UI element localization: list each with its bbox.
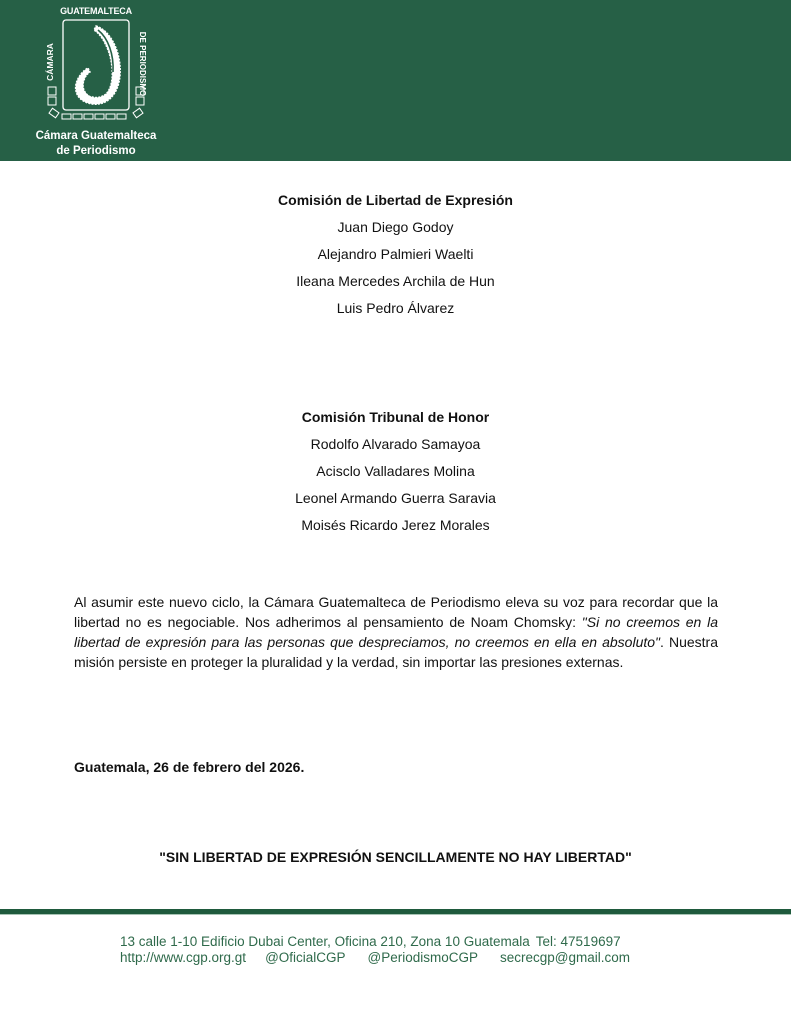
footer-address: 13 calle 1-10 Edificio Dubai Center, Oficina 210, Zona 10 Guatemala	[120, 934, 530, 949]
committee-member: Luis Pedro Álvarez	[336, 300, 455, 316]
footer-contact	[120, 934, 630, 966]
footer-tel-label: Tel:	[535, 934, 557, 949]
footer-email-link[interactable]: secrecgp@gmail.com	[500, 950, 631, 965]
statement-part2: . Nuestra misión persiste en proteger la pluralidad y la verdad, sin importar las presiones externas.	[74, 634, 718, 670]
committee-member: Juan Diego Godoy	[337, 219, 454, 235]
logo-text-left: CÁMARA	[45, 43, 55, 81]
motto: "SIN LIBERTAD DE EXPRESIÓN SENCILLAMENTE NO HAY LIBERTAD"	[159, 849, 632, 865]
place-date: Guatemala, 26 de febrero del 2026.	[74, 759, 305, 775]
committee-member: Leonel Armando Guerra Saravia	[295, 490, 496, 506]
committee-member: Moisés Ricardo Jerez Morales	[301, 517, 490, 533]
footer-links-line	[120, 950, 630, 966]
statement-part1: Al asumir este nuevo ciclo, la Cámara Guatemalteca de Periodismo eleva su voz para recordar que la libertad no es negociable. Nos adherimos al pensamiento de Noam Chomsky:	[74, 594, 718, 630]
committee-title: Comisión Tribunal de Honor	[301, 409, 490, 425]
footer-handle-periodismo[interactable]: @PeriodismoCGP	[367, 950, 479, 965]
committee-member: Acisclo Valladares Molina	[316, 463, 475, 479]
committee-member: Rodolfo Alvarado Samayoa	[310, 436, 481, 452]
footer-divider	[0, 909, 791, 914]
logo-emblem-icon	[26, 0, 166, 128]
committee-tribunal-honor	[0, 408, 791, 543]
logo-caption-line2: de Periodismo	[56, 145, 136, 157]
footer-address-line	[120, 934, 630, 950]
committee-title: Comisión de Libertad de Expresión	[278, 192, 513, 208]
header-bar	[0, 0, 791, 161]
footer-website-link[interactable]: http://www.cgp.org.gt	[120, 950, 247, 965]
logo-text-top: GUATEMALTECA	[60, 6, 132, 16]
logo-caption-line1: Cámara Guatemalteca	[35, 130, 157, 142]
logo-text-right: DE PERIODISMO	[138, 31, 147, 97]
logo-caption	[26, 129, 166, 159]
chomsky-quote: "Si no creemos en la libertad de expresión para las personas que despreciamos, no creemos en ella en absoluto"	[74, 614, 719, 650]
cgp-logo	[26, 0, 166, 161]
statement-paragraph	[74, 592, 718, 672]
committee-member: Ileana Mercedes Archila de Hun	[296, 273, 495, 289]
committee-libertad-expresion	[0, 191, 791, 326]
committee-member: Alejandro Palmieri Waelti	[317, 246, 474, 262]
footer-handle-oficial[interactable]: @OficialCGP	[265, 950, 346, 965]
footer-tel[interactable]: 47519697	[560, 934, 621, 949]
